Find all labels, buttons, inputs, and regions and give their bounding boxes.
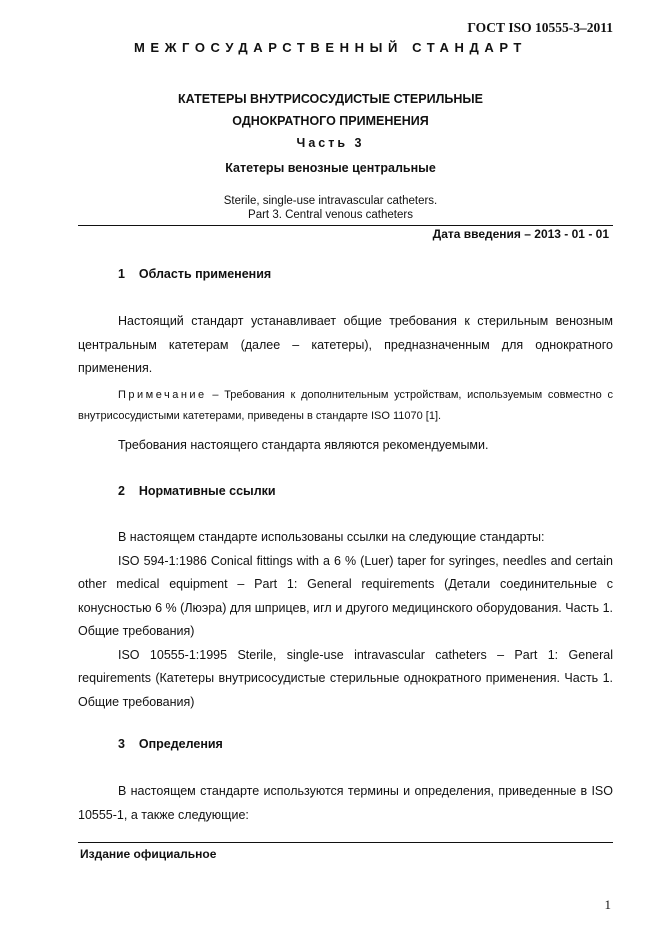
reference-iso-10555-1: ISO 10555-1:1995 Sterile, single-use intravascular catheters – Part 1: General requirements (Катетеры внутрисосудистые стерильные однократного применения. Часть 1. Общие требования) bbox=[78, 647, 613, 709]
title-line-2: ОДНОКРАТНОГО ПРИМЕНЕНИЯ bbox=[232, 114, 429, 128]
section-3-body bbox=[78, 780, 613, 827]
section-3-heading: 3 Определения bbox=[118, 737, 223, 751]
references-intro: В настоящем стандарте использованы ссылки на следующие стандарты: bbox=[118, 530, 545, 544]
note-label: Примечание bbox=[118, 389, 207, 401]
title-line-1: КАТЕТЕРЫ ВНУТРИСОСУДИСТЫЕ СТЕРИЛЬНЫЕ bbox=[178, 92, 483, 106]
header-divider bbox=[78, 225, 613, 226]
official-edition-label: Издание официальное bbox=[80, 847, 217, 861]
definitions-intro: В настоящем стандарте используются термины и определения, приведенные в ISO 10555-1, а также следующие: bbox=[78, 784, 613, 822]
part-label: Часть 3 bbox=[296, 136, 365, 150]
note-body: – Требования к дополнительным устройствам, используемым совместно с внутрисосудистыми катетерами, приведены в стандарте ISO 11070 [1]. bbox=[78, 389, 613, 422]
page-number: 1 bbox=[604, 897, 611, 912]
introduction-date: Дата введения – 2013 - 01 - 01 bbox=[432, 227, 609, 241]
recommendation-text: Требования настоящего стандарта являются рекомендуемыми. bbox=[118, 438, 489, 452]
section-1-paragraph-2 bbox=[78, 434, 613, 458]
section-1-paragraph bbox=[78, 310, 613, 381]
scope-text: Настоящий стандарт устанавливает общие требования к стерильным венозным центральным катетерам (далее – катетеры), предназначенным для однократного применения. bbox=[78, 314, 613, 375]
section-1-heading: 1 Область применения bbox=[118, 267, 272, 281]
section-2-heading: 2 Нормативные ссылки bbox=[118, 484, 276, 498]
interstate-standard-label: МЕЖГОСУДАРСТВЕННЫЙ СТАНДАРТ bbox=[134, 40, 527, 55]
english-title-line-1: Sterile, single-use intravascular catheters. bbox=[223, 195, 438, 207]
reference-iso-594-1: ISO 594-1:1986 Conical fittings with a 6 % (Luer) taper for syringes, needles and certain other medical equipment – Part 1: General requirements (Детали соединительные с конусностью 6 % (Люэра) для шприцев, игл и другого медицинского оборудования. Часть 1. Общие требования) bbox=[78, 553, 613, 638]
part-subtitle: Катетеры венозные центральные bbox=[225, 161, 436, 175]
english-title-line-2: Part 3. Central venous catheters bbox=[248, 209, 413, 221]
note-text bbox=[78, 385, 613, 427]
section-1-note bbox=[78, 385, 613, 427]
section-2-body bbox=[78, 526, 613, 714]
document-code: ГОСТ ISO 10555-3–2011 bbox=[467, 20, 613, 35]
footer-divider bbox=[78, 842, 613, 843]
